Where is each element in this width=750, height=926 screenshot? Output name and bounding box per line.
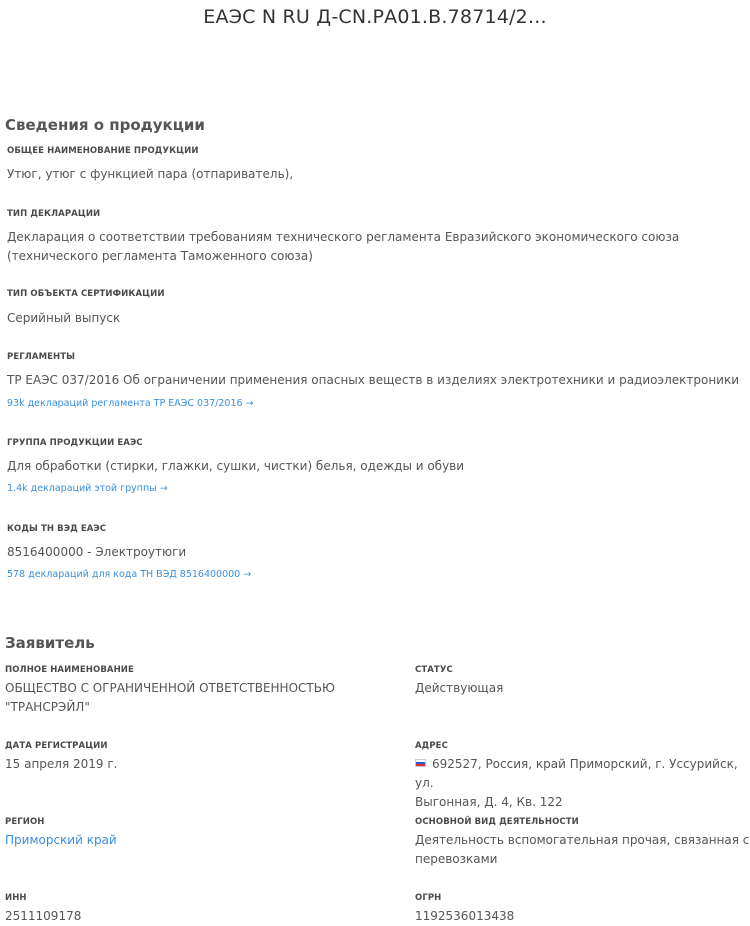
main-activity-line: Деятельность вспомогательная прочая, связанная с (415, 833, 750, 847)
address-line-text: 692527, Россия, край Приморский, г. Уссурийск, ул. (415, 757, 738, 790)
registration-date-value: 15 апреля 2019 г. (5, 757, 118, 771)
main-activity-line: перевозками (415, 852, 498, 866)
product-group-label: ГРУППА ПРОДУКЦИИ ЕАЭС (7, 438, 143, 448)
tnved-codes-value: 8516400000 - Электроутюги (7, 545, 187, 559)
address-label: АДРЕС (415, 741, 448, 751)
address-value (415, 755, 750, 812)
declaration-type-value: Декларация о соответствии требованиям технического регламента Евразийского экономического союза (технического регламента Таможенного союза) (7, 230, 680, 263)
regulations-label: РЕГЛАМЕНТЫ (7, 352, 76, 362)
tnved-codes-link-text: 578 деклараций для кода ТН ВЭД 8516400000 (7, 569, 241, 580)
main-activity-label: ОСНОВНОЙ ВИД ДЕЯТЕЛЬНОСТИ (415, 817, 579, 827)
status-label: СТАТУС (415, 665, 453, 675)
arrow-right-icon: → (159, 483, 168, 494)
arrow-right-icon: → (243, 569, 252, 580)
main-activity-value (415, 831, 749, 869)
status-value: Действующая (415, 681, 504, 695)
product-section-title: Сведения о продукции (5, 116, 205, 134)
russia-flag-icon (415, 759, 426, 767)
inn-value: 2511109178 (5, 909, 82, 923)
product-group-link-text: 1.4k деклараций этой группы (7, 483, 157, 494)
regulations-link[interactable] (7, 398, 254, 409)
ogrn-label: ОГРН (415, 893, 442, 903)
full-name-line: ОБЩЕСТВО С ОГРАНИЧЕННОЙ ОТВЕТСТВЕННОСТЬЮ (5, 681, 335, 695)
full-name-line: "ТРАНСРЭЙЛ" (5, 700, 90, 714)
applicant-section-title: Заявитель (5, 634, 95, 652)
product-group-value: Для обработки (стирки, глажки, сушки, чистки) белья, одежды и обуви (7, 459, 465, 473)
ogrn-value: 1192536013438 (415, 909, 515, 923)
inn-label: ИНН (5, 893, 27, 903)
registration-date-label: ДАТА РЕГИСТРАЦИИ (5, 741, 108, 751)
page-title: ЕАЭС N RU Д-CN.РА01.В.78714/2... (203, 6, 547, 28)
product-group-link[interactable] (7, 483, 168, 494)
regulations-link-text: 93k деклараций регламента ТР ЕАЭС 037/2016 (7, 398, 243, 409)
region-label: РЕГИОН (5, 817, 45, 827)
region-link[interactable]: Приморский край (5, 833, 117, 847)
tnved-codes-link[interactable] (7, 569, 251, 580)
declaration-type-label: ТИП ДЕКЛАРАЦИИ (7, 209, 101, 219)
product-name-label: ОБЩЕЕ НАИМЕНОВАНИЕ ПРОДУКЦИИ (7, 146, 199, 156)
full-name-label: ПОЛНОЕ НАИМЕНОВАНИЕ (5, 665, 134, 675)
certification-object-value: Серийный выпуск (7, 311, 121, 325)
product-name-value: Утюг, утюг с функцией пара (отпариватель), (7, 167, 294, 181)
certification-object-label: ТИП ОБЪЕКТА СЕРТИФИКАЦИИ (7, 289, 165, 299)
regulations-value: ТР ЕАЭС 037/2016 Об ограничении применения опасных веществ в изделиях электротехники и радиоэлектроники (7, 373, 740, 387)
address-line (415, 755, 750, 793)
address-line: Выгонная, Д. 4, Кв. 122 (415, 795, 563, 809)
full-name-value (5, 679, 335, 717)
arrow-right-icon: → (245, 398, 254, 409)
tnved-codes-label: КОДЫ ТН ВЭД ЕАЭС (7, 524, 107, 534)
